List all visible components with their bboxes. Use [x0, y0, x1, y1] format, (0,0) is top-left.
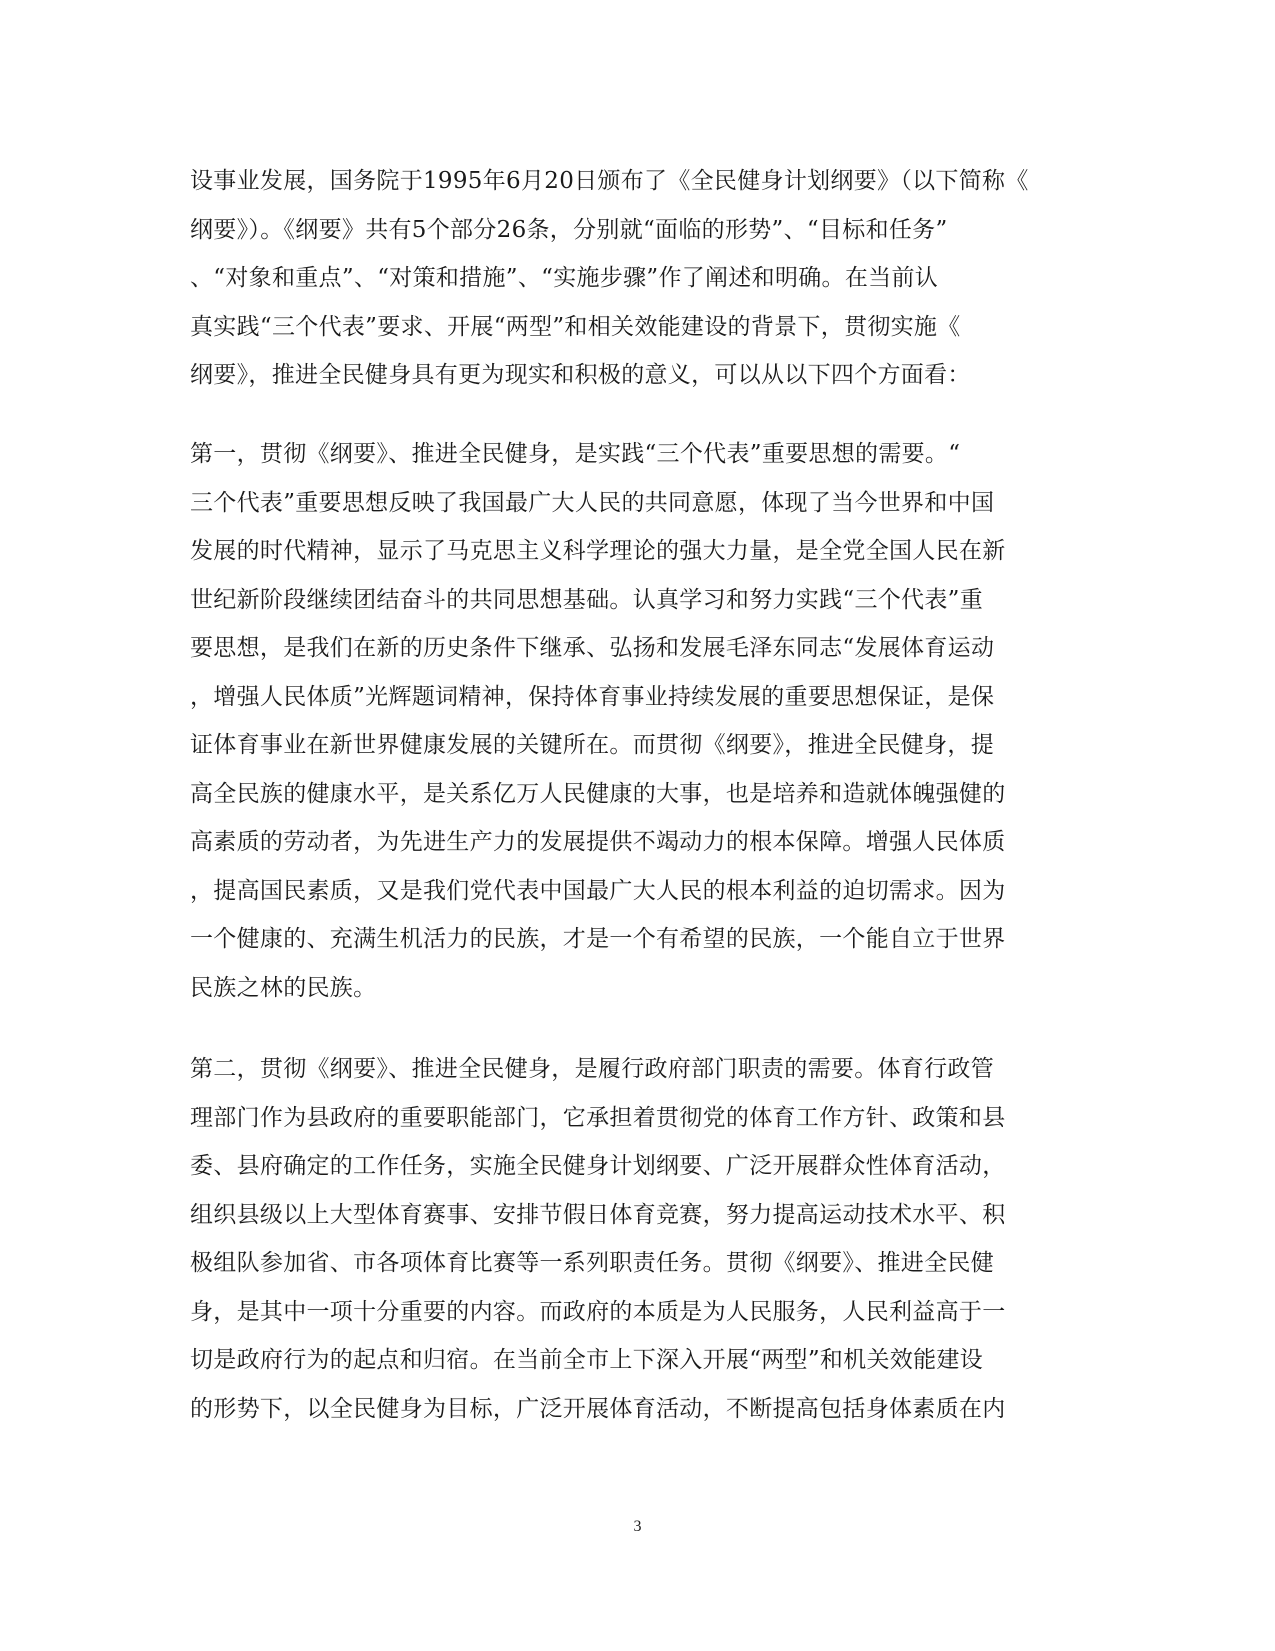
- page-number: 3: [633, 1518, 642, 1535]
- text-line: 组织县级以上大型体育赛事、安排节假日体育竞赛，努力提高运动技术水平、积: [190, 1201, 1006, 1228]
- text-line: 三个代表”重要思想反映了我国最广大人民的共同意愿，体现了当今世界和中国: [190, 489, 995, 516]
- text-line: ，增强人民体质”光辉题词精神，保持体育事业持续发展的重要思想保证，是保: [190, 683, 995, 710]
- text-line: 真实践“三个代表”要求、开展“两型”和相关效能建设的背景下，贯彻实施《: [190, 313, 961, 340]
- text-line: 世纪新阶段继续团结奋斗的共同思想基础。认真学习和努力实践“三个代表”重: [190, 586, 984, 613]
- text-line: 、“对象和重点”、“对策和措施”、“实施步骤”作了阐述和明确。在当前认: [190, 265, 939, 291]
- text-line: 高全民族的健康水平，是关系亿万人民健康的大事，也是培养和造就体魄强健的: [190, 780, 1006, 807]
- paragraph-second: [190, 1045, 1080, 1433]
- text-line: 民族之林的民族。: [190, 974, 377, 1001]
- text-line: 发展的时代精神，显示了马克思主义科学理论的强大力量，是全党全国人民在新: [190, 538, 1006, 564]
- text-line: 证体育事业在新世界健康发展的关键所在。而贯彻《纲要》，推进全民健身，提: [190, 732, 994, 758]
- text-line: 理部门作为县政府的重要职能部门，它承担着贯彻党的体育工作方针、政策和县: [190, 1104, 1006, 1131]
- text-line: 一个健康的、充满生机活力的民族，才是一个有希望的民族，一个能自立于世界: [190, 926, 1006, 952]
- text-line: ，提高国民素质，又是我们党代表中国最广大人民的根本利益的迫切需求。因为: [190, 877, 1006, 904]
- text-line: 委、县府确定的工作任务，实施全民健身计划纲要、广泛开展群众性体育活动，: [190, 1153, 1006, 1179]
- text-line: 设事业发展，国务院于1995年6月20日颁布了《全民健身计划纲要》（以下简称《: [190, 168, 1029, 194]
- text-line: 要思想，是我们在新的历史条件下继承、弘扬和发展毛泽东同志“发展体育运动: [190, 635, 995, 661]
- paragraph-first: [190, 430, 1080, 1012]
- text-line: 第一，贯彻《纲要》、推进全民健身，是实践“三个代表”重要思想的需要。“: [190, 441, 961, 467]
- text-line: 的形势下，以全民健身为目标，广泛开展体育活动，不断提高包括身体素质在内: [190, 1395, 1006, 1422]
- text-line: 切是政府行为的起点和归宿。在当前全市上下深入开展“两型”和机关效能建设: [190, 1347, 984, 1373]
- text-line: 第二，贯彻《纲要》、推进全民健身，是履行政府部门职责的需要。体育行政管: [190, 1056, 994, 1082]
- text-line: 纲要》）。《纲要》共有5个部分26条，分别就“面临的形势”、“目标和任务”: [190, 216, 948, 243]
- text-line: 高素质的劳动者，为先进生产力的发展提供不竭动力的根本保障。增强人民体质: [190, 829, 1006, 855]
- paragraph-intro: [190, 157, 1080, 400]
- text-line: 纲要》，推进全民健身具有更为现实和积极的意义，可以从以下四个方面看：: [190, 362, 971, 388]
- text-line: 极组队参加省、市各项体育比赛等一系列职责任务。贯彻《纲要》、推进全民健: [190, 1250, 994, 1276]
- text-line: 身，是其中一项十分重要的内容。而政府的本质是为人民服务，人民利益高于一: [190, 1298, 1006, 1325]
